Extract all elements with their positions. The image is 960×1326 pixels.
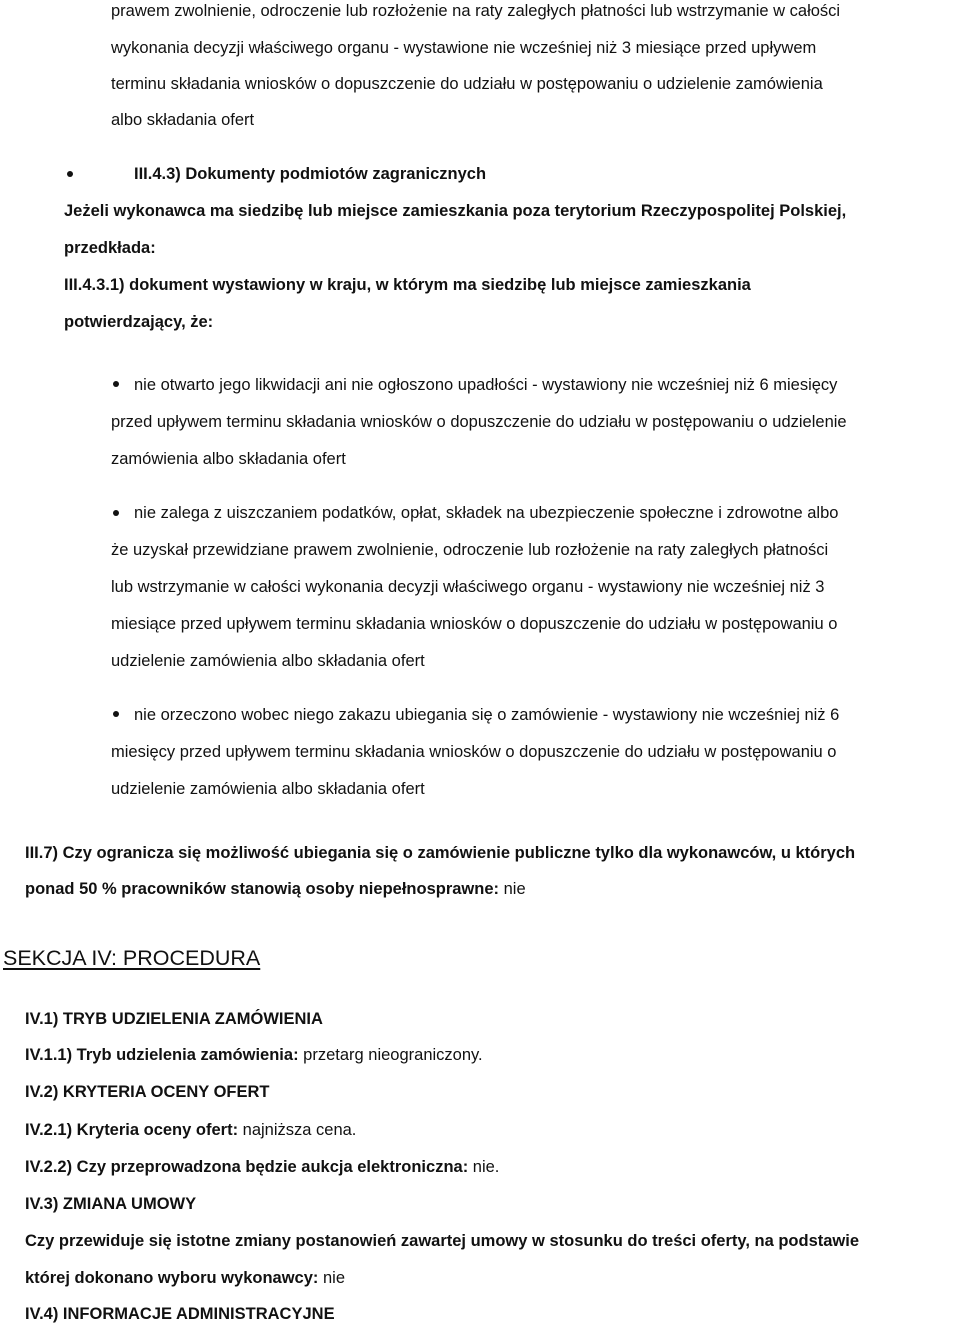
list-item-line: udzielenie zamówienia albo składania ofert <box>111 652 425 670</box>
paragraph-line: prawem zwolnienie, odroczenie lub rozłożenie na raty zaległych płatności lub wstrzymanie w całości <box>111 2 841 20</box>
answer-value: nie <box>499 880 526 898</box>
heading-iv-4: IV.4) INFORMACJE ADMINISTRACYJNE <box>25 1305 335 1323</box>
bullet-icon <box>113 711 119 717</box>
field-value: nie. <box>468 1158 500 1176</box>
bullet-icon <box>113 510 119 516</box>
list-item-line: że uzyskał przewidziane prawem zwolnienie, odroczenie lub rozłożenie na raty zaległych płatności <box>111 541 829 559</box>
list-item-line: przed upływem terminu składania wniosków o dopuszczenie do udziału w postępowaniu o udzielenie <box>111 413 847 431</box>
row-iv-3-answer <box>25 1270 345 1287</box>
row-iv-1-1 <box>25 1047 483 1064</box>
paragraph-line: wykonania decyzji właściwego organu - wystawione nie wcześniej niż 3 miesiące przed upływem <box>111 39 817 57</box>
heading-iv-3: IV.3) ZMIANA UMOWY <box>25 1195 197 1213</box>
question-label: ponad 50 % pracowników stanowią osoby niepełnosprawne: <box>25 880 500 898</box>
section-heading-iii-4-3: III.4.3) Dokumenty podmiotów zagranicznych <box>134 165 487 183</box>
paragraph-line: terminu składania wniosków o dopuszczenie do udziału w postępowaniu o udzielenie zamówienia <box>111 75 823 93</box>
paragraph-line: albo składania ofert <box>111 111 255 129</box>
question-label: której dokonano wyboru wykonawcy: <box>25 1269 319 1287</box>
bullet-icon <box>67 171 73 177</box>
heading-iv-1: IV.1) TRYB UDZIELENIA ZAMÓWIENIA <box>25 1010 323 1028</box>
field-value: przetarg nieograniczony. <box>298 1046 483 1064</box>
field-value: najniższa cena. <box>238 1121 357 1139</box>
question-iii-7-answer-line <box>25 881 526 898</box>
answer-value: nie <box>318 1269 345 1287</box>
heading-iv-2: IV.2) KRYTERIA OCENY OFERT <box>25 1083 270 1101</box>
list-item-line: nie orzeczono wobec niego zakazu ubiegania się o zamówienie - wystawiony nie wcześniej niż 6 <box>134 706 840 724</box>
list-item-line: miesiące przed upływem terminu składania wniosków o dopuszczenie do udziału w postępowaniu o <box>111 615 838 633</box>
list-item-line: udzielenie zamówienia albo składania ofert <box>111 780 425 798</box>
row-iv-2-2 <box>25 1159 499 1176</box>
intro-line: Jeżeli wykonawca ma siedzibę lub miejsce zamieszkania poza terytorium Rzeczypospolitej Polskiej, <box>64 202 847 220</box>
question-iv-3: Czy przewiduje się istotne zmiany postanowień zawartej umowy w stosunku do treści oferty, na podstawie <box>25 1232 860 1250</box>
subsection-heading: III.4.3.1) dokument wystawiony w kraju, w którym ma siedzibę lub miejsce zamieszkania <box>64 276 751 294</box>
section-title: SEKCJA IV: PROCEDURA <box>3 946 261 970</box>
field-label: IV.2.2) Czy przeprowadzona będzie aukcja elektroniczna: <box>25 1158 469 1176</box>
list-item-line: miesięcy przed upływem terminu składania wniosków o dopuszczenie do udziału w postępowaniu o <box>111 743 837 761</box>
row-iv-2-1 <box>25 1122 356 1139</box>
intro-line: przedkłada: <box>64 239 156 257</box>
bullet-icon <box>113 381 119 387</box>
list-item-line: lub wstrzymanie w całości wykonania decyzji właściwego organu - wystawiony nie wcześniej niż 3 <box>111 578 825 596</box>
list-item-line: zamówienia albo składania ofert <box>111 450 346 468</box>
list-item-line: nie zalega z uiszczaniem podatków, opłat, składek na ubezpieczenie społeczne i zdrowotne albo <box>134 504 839 522</box>
question-iii-7: III.7) Czy ogranicza się możliwość ubiegania się o zamówienie publiczne tylko dla wykonawców, u których <box>25 844 856 862</box>
field-label: IV.1.1) Tryb udzielenia zamówienia: <box>25 1046 299 1064</box>
list-item-line: nie otwarto jego likwidacji ani nie ogłoszono upadłości - wystawiony nie wcześniej niż 6 miesięcy <box>134 376 838 394</box>
field-label: IV.2.1) Kryteria oceny ofert: <box>25 1121 239 1139</box>
subsection-heading: potwierdzający, że: <box>64 313 214 331</box>
